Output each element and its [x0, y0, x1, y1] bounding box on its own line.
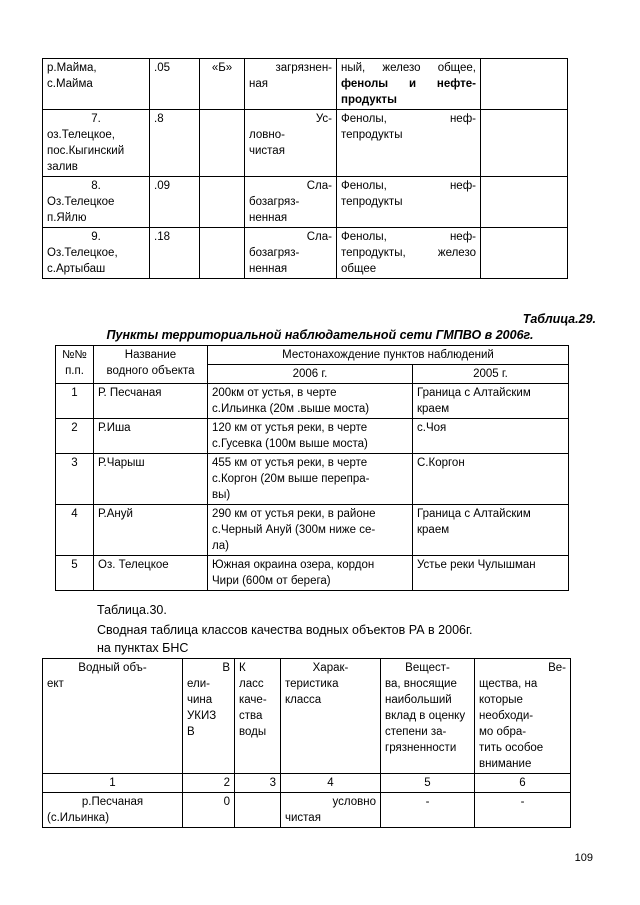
table-row — [56, 419, 569, 454]
location-2006-cell: 120 км от устья реки, в черте с.Гусевка (100м выше моста) — [208, 419, 413, 454]
table-row — [43, 59, 568, 110]
attention-cell — [481, 110, 568, 177]
table-29-number: Таблица.29. — [522, 312, 596, 326]
substances-cell: - — [381, 793, 475, 828]
header-ukiz: В ели- чина УКИЗ В — [183, 659, 235, 774]
column-number-cell: 1 — [43, 774, 183, 793]
row-number-cell: 5 — [56, 556, 94, 591]
row-number-cell: 4 — [56, 505, 94, 556]
table-row — [43, 110, 568, 177]
characteristic-cell: загрязнен- ная — [245, 59, 337, 110]
header-class: К ласс каче- ства воды — [235, 659, 281, 774]
header-2005: 2005 г. — [413, 365, 569, 384]
location-2005-cell: Граница с Алтайским краем — [413, 505, 569, 556]
location-2005-cell: Граница с Алтайским краем — [413, 384, 569, 419]
header-num: №№ п.п. — [56, 346, 94, 384]
table-row — [43, 228, 568, 279]
class-cell: «Б» — [200, 59, 245, 110]
header-substances: Вещест- ва, вносящие наибольший вклад в оценку степени за- грязненности — [381, 659, 475, 774]
ukiz-cell: .05 — [150, 59, 200, 110]
column-number-cell: 6 — [475, 774, 571, 793]
row-number-cell: 2 — [56, 419, 94, 454]
characteristic-cell: Сла- бозагряз- ненная — [245, 177, 337, 228]
location-2005-cell: с.Чоя — [413, 419, 569, 454]
water-object-cell: р.Майма, с.Майма — [43, 59, 150, 110]
location-2005-cell: Устье реки Чулышман — [413, 556, 569, 591]
location-2006-cell: 200км от устья, в черте с.Ильинка (20м .выше моста) — [208, 384, 413, 419]
header-water-object: Водный объ- ект — [43, 659, 183, 774]
substances-cell: Фенолы, неф- тепродукты — [337, 110, 481, 177]
substances-cell: ный, железо общее, фенолы и нефте- продукты — [337, 59, 481, 110]
location-2006-cell: 455 км от устья реки, в черте с.Коргон (20м выше перепра- вы) — [208, 454, 413, 505]
header-attention: Ве- щества, на которые необходи- мо обра- тить особое внимание — [475, 659, 571, 774]
water-object-cell: Р. Песчаная — [94, 384, 208, 419]
water-object-cell: р.Песчаная (с.Ильинка) — [43, 793, 183, 828]
ukiz-cell: .8 — [150, 110, 200, 177]
attention-cell — [481, 228, 568, 279]
water-object-cell: 7. оз.Телецкое, пос.Кыгинский залив — [43, 110, 150, 177]
table-row — [56, 454, 569, 505]
characteristic-cell: Ус- ловно- чистая — [245, 110, 337, 177]
header-location: Местонахождение пунктов наблюдений — [208, 346, 569, 365]
water-object-cell: 9. Оз.Телецкое, с.Артыбаш — [43, 228, 150, 279]
water-object-cell: Оз. Телецкое — [94, 556, 208, 591]
water-object-cell: Р.Иша — [94, 419, 208, 454]
table-29-header-row — [56, 346, 569, 365]
table-30-header-row — [43, 659, 571, 774]
ukiz-cell: 0 — [183, 793, 235, 828]
header-name: Название водного объекта — [94, 346, 208, 384]
table-previous-continuation — [42, 58, 568, 279]
table-row — [43, 177, 568, 228]
substances-cell: Фенолы, неф- тепродукты, железо общее — [337, 228, 481, 279]
class-cell — [200, 177, 245, 228]
attention-cell — [481, 177, 568, 228]
table-30-subtitle: на пунктах БНС — [97, 641, 189, 655]
water-object-cell: 8. Оз.Телецкое п.Яйлю — [43, 177, 150, 228]
characteristic-cell: Сла- бозагряз- ненная — [245, 228, 337, 279]
location-2006-cell: Южная окраина озера, кордон Чири (600м от берега) — [208, 556, 413, 591]
page-number: 109 — [574, 852, 593, 864]
column-number-cell: 5 — [381, 774, 475, 793]
column-number-cell: 2 — [183, 774, 235, 793]
row-number-cell: 3 — [56, 454, 94, 505]
class-cell — [200, 110, 245, 177]
table-30 — [42, 658, 571, 828]
table-30-numbering-row — [43, 774, 571, 793]
table-30-title: Сводная таблица классов качества водных объектов РА в 2006г. — [97, 623, 473, 637]
water-object-cell: Р.Ануй — [94, 505, 208, 556]
attention-cell: - — [475, 793, 571, 828]
header-2006: 2006 г. — [208, 365, 413, 384]
table-row — [56, 556, 569, 591]
class-cell — [200, 228, 245, 279]
characteristic-cell: условно чистая — [281, 793, 381, 828]
location-2005-cell: С.Коргон — [413, 454, 569, 505]
table-row — [43, 793, 571, 828]
table-30-number: Таблица.30. — [97, 603, 167, 617]
ukiz-cell: .18 — [150, 228, 200, 279]
row-number-cell: 1 — [56, 384, 94, 419]
location-2006-cell: 290 км от устья реки, в районе с.Черный Ануй (300м ниже се- ла) — [208, 505, 413, 556]
column-number-cell: 3 — [235, 774, 281, 793]
table-row — [56, 505, 569, 556]
table-29-title: Пункты территориальной наблюдательной сети ГМПВО в 2006г. — [106, 328, 534, 342]
substances-cell: Фенолы, неф- тепродукты — [337, 177, 481, 228]
table-row — [56, 384, 569, 419]
header-characteristic: Харак- теристика класса — [281, 659, 381, 774]
ukiz-cell: .09 — [150, 177, 200, 228]
table-29 — [55, 345, 569, 591]
class-cell — [235, 793, 281, 828]
column-number-cell: 4 — [281, 774, 381, 793]
attention-cell — [481, 59, 568, 110]
water-object-cell: Р.Чарыш — [94, 454, 208, 505]
